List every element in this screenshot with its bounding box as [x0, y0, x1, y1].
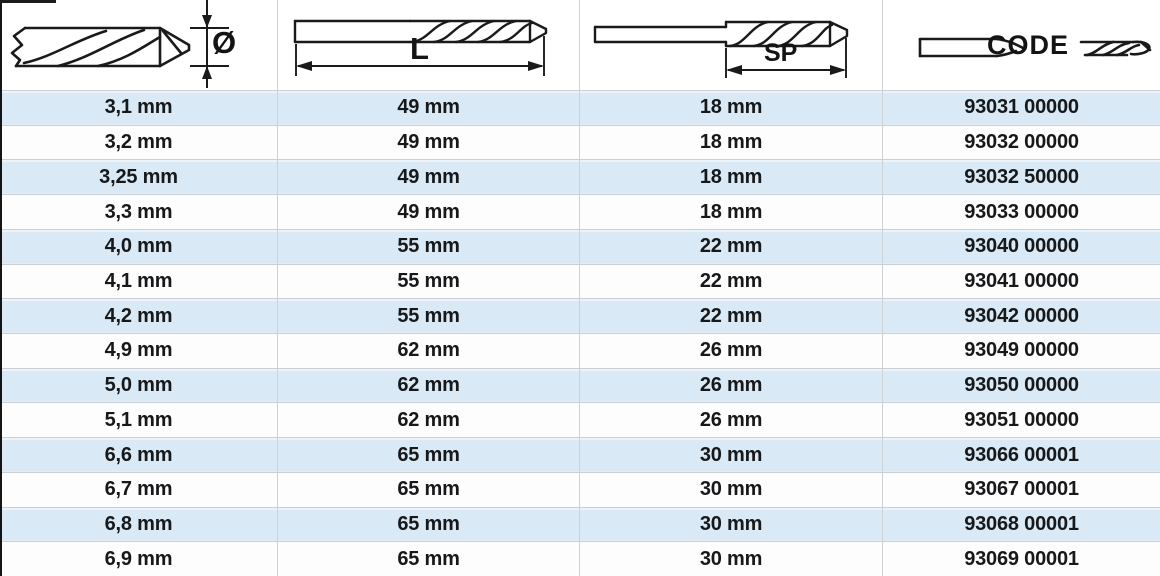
drill-flute-diagram-icon	[580, 0, 882, 90]
page-left-edge	[0, 0, 2, 576]
header-spiral-length	[580, 0, 883, 90]
header-code	[883, 0, 1160, 90]
table-body	[0, 90, 1160, 576]
length-header-label: L	[410, 31, 429, 66]
scan-artifact	[0, 0, 56, 3]
code-cell: 93067 00001	[964, 478, 1079, 501]
spiral-cell: 18 mm	[580, 195, 883, 229]
diameter-cell: 5,1 mm	[0, 403, 278, 437]
spiral-cell: 26 mm	[580, 369, 883, 403]
length-cell: 65 mm	[278, 542, 580, 576]
length-cell: 55 mm	[278, 265, 580, 299]
spiral-cell: 18 mm	[580, 91, 883, 125]
length-cell: 62 mm	[278, 403, 580, 437]
diameter-header-label: Ø	[212, 25, 237, 60]
code-cell: 93051 00000	[964, 408, 1079, 431]
table-row	[0, 507, 1160, 542]
code-cell: 93066 00001	[964, 443, 1079, 466]
table-row	[0, 541, 1160, 576]
diameter-cell: 4,1 mm	[0, 265, 278, 299]
diameter-cell: 4,9 mm	[0, 334, 278, 368]
diameter-cell: 3,1 mm	[0, 91, 278, 125]
spiral-cell: 26 mm	[580, 334, 883, 368]
length-cell: 55 mm	[278, 299, 580, 333]
spiral-cell: 30 mm	[580, 508, 883, 542]
table-row	[0, 194, 1160, 229]
spiral-header-label: SP	[764, 39, 798, 67]
diameter-cell: 6,8 mm	[0, 508, 278, 542]
spiral-cell: 22 mm	[580, 265, 883, 299]
length-cell: 49 mm	[278, 160, 580, 194]
table-row	[0, 159, 1160, 194]
length-cell: 65 mm	[278, 473, 580, 507]
diameter-cell: 6,6 mm	[0, 438, 278, 472]
diameter-cell: 4,0 mm	[0, 230, 278, 264]
length-cell: 62 mm	[278, 369, 580, 403]
code-cell: 93031 00000	[964, 96, 1079, 119]
code-cell: 93068 00001	[964, 512, 1079, 535]
table-row	[0, 402, 1160, 437]
table-row	[0, 264, 1160, 299]
table-row	[0, 229, 1160, 264]
length-cell: 65 mm	[278, 438, 580, 472]
code-cell: 93069 00001	[964, 547, 1079, 570]
length-cell: 62 mm	[278, 334, 580, 368]
spiral-cell: 26 mm	[580, 403, 883, 437]
header-length	[278, 0, 580, 90]
code-cell: 93033 00000	[964, 200, 1079, 223]
spiral-cell: 30 mm	[580, 438, 883, 472]
diameter-cell: 6,7 mm	[0, 473, 278, 507]
length-cell: 49 mm	[278, 126, 580, 160]
header-diameter	[0, 0, 278, 90]
length-cell: 55 mm	[278, 230, 580, 264]
spiral-cell: 30 mm	[580, 542, 883, 576]
diameter-cell: 3,2 mm	[0, 126, 278, 160]
code-cell: 93050 00000	[964, 374, 1079, 397]
spiral-cell: 18 mm	[580, 160, 883, 194]
table-header-row	[0, 0, 1160, 90]
table-row	[0, 90, 1160, 125]
code-header-label: CODE	[987, 30, 1070, 60]
code-cell: 93032 00000	[964, 131, 1079, 154]
spiral-cell: 22 mm	[580, 299, 883, 333]
table-row	[0, 298, 1160, 333]
table-row	[0, 368, 1160, 403]
code-cell: 93049 00000	[964, 339, 1079, 362]
diameter-cell: 6,9 mm	[0, 542, 278, 576]
code-cell: 93040 00000	[964, 235, 1079, 258]
code-cell: 93042 00000	[964, 304, 1079, 327]
diameter-cell: 4,2 mm	[0, 299, 278, 333]
diameter-cell: 3,3 mm	[0, 195, 278, 229]
spiral-cell: 22 mm	[580, 230, 883, 264]
spiral-cell: 18 mm	[580, 126, 883, 160]
table-row	[0, 333, 1160, 368]
spiral-cell: 30 mm	[580, 473, 883, 507]
table-row	[0, 437, 1160, 472]
diameter-cell: 3,25 mm	[0, 160, 278, 194]
table-row	[0, 125, 1160, 160]
length-cell: 49 mm	[278, 91, 580, 125]
length-cell: 65 mm	[278, 508, 580, 542]
code-cell: 93032 50000	[964, 165, 1079, 188]
code-cell: 93041 00000	[964, 269, 1079, 292]
diameter-cell: 5,0 mm	[0, 369, 278, 403]
table-row	[0, 472, 1160, 507]
length-cell: 49 mm	[278, 195, 580, 229]
